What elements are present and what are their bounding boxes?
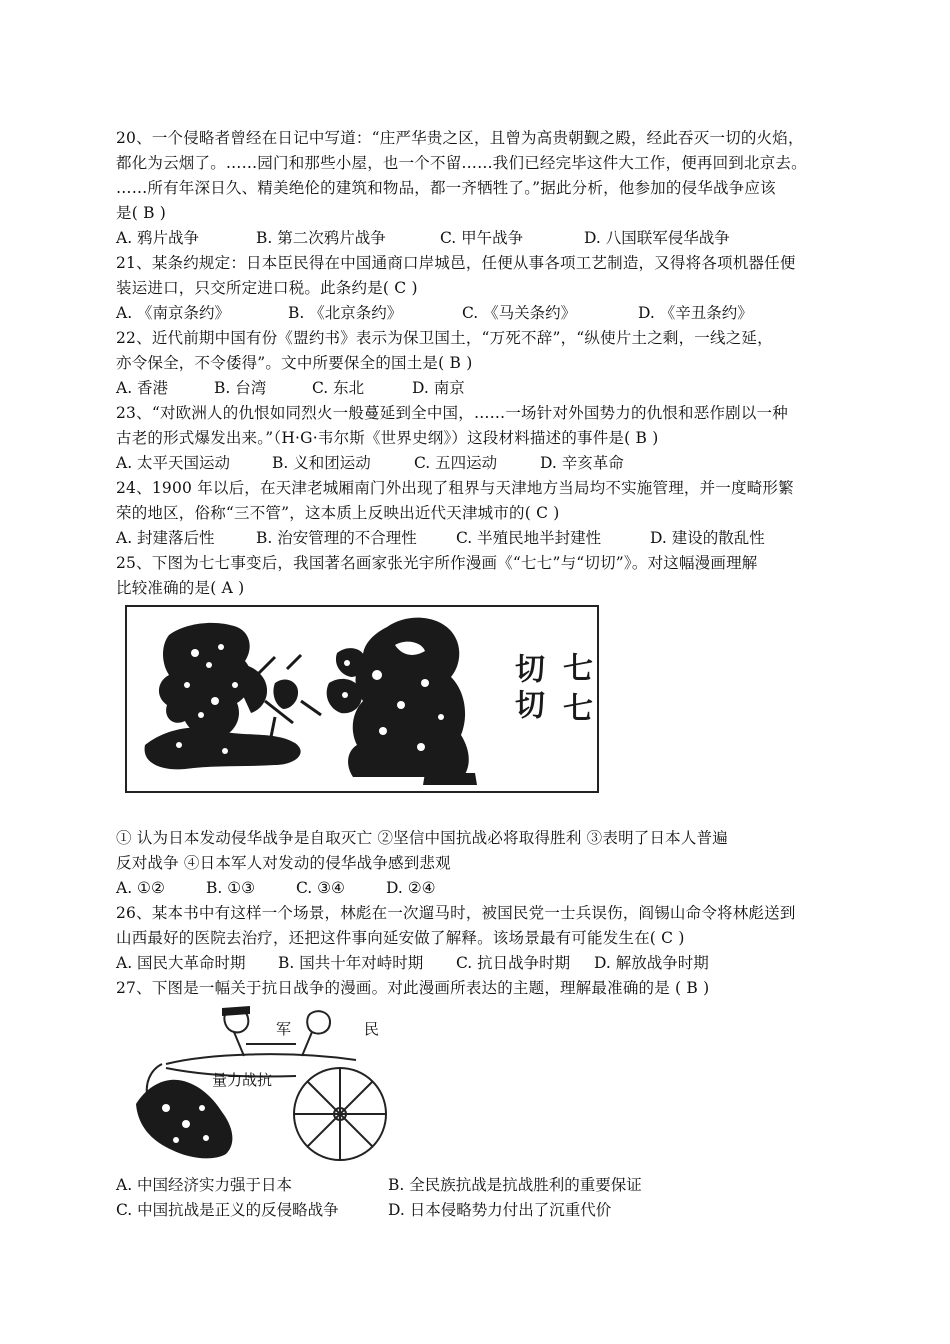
- q21-option-a: A. 《南京条约》: [116, 304, 231, 322]
- q21-line-1: 21、某条约规定：日本臣民得在中国通商口岸城邑，任便从事各项工艺制造，又得将各项机器任便: [116, 254, 796, 272]
- q24-option-d: D. 建设的散乱性: [650, 529, 765, 547]
- q25-options: [116, 878, 836, 898]
- q20-option-c: C. 甲午战争: [440, 229, 524, 247]
- cartoon-text-qieqie: 切切: [509, 653, 544, 725]
- cartoon-label-people: 民: [364, 1020, 380, 1038]
- q20-line-3: ……所有年深日久、精美绝伦的建筑和物品，都一齐牺牲了。”据此分析，他参加的侵华战争应该: [116, 179, 776, 197]
- q25-statement-2: 反对战争 ④日本军人对发动的侵华战争感到悲观: [116, 854, 451, 872]
- q26-option-c: C. 抗日战争时期: [456, 954, 571, 972]
- q22-option-b: B. 台湾: [214, 379, 267, 397]
- q21-option-c: C. 《马关条约》: [462, 304, 577, 322]
- q25-option-c: C. ③④: [296, 879, 345, 897]
- q20-option-a: A. 鸦片战争: [116, 229, 200, 247]
- q22-option-c: C. 东北: [312, 379, 365, 397]
- q20-line-4: 是( B ): [116, 204, 167, 222]
- q25-option-d: D. ②④: [386, 879, 436, 897]
- q26-option-b: B. 国共十年对峙时期: [278, 954, 424, 972]
- q23-option-c: C. 五四运动: [414, 454, 498, 472]
- q21-line-2: 装运进口，只交所定进口税。此条约是( C ): [116, 279, 418, 297]
- q25-statement-1: ① 认为日本发动侵华战争是自取灭亡 ②坚信中国抗战必将取得胜利 ③表明了日本人普遍: [116, 829, 728, 847]
- q23-option-b: B. 义和团运动: [272, 454, 371, 472]
- q23-line-2: 古老的形式爆发出来。”（H·G·韦尔斯《世界史纲》）这段材料描述的事件是( B ): [116, 429, 659, 447]
- q25-option-b: B. ①③: [206, 879, 256, 897]
- q23-options: [116, 453, 836, 473]
- q26-line-2: 山西最好的医院去治疗，还把这件事向延安做了解释。该场景最有可能发生在( C ): [116, 929, 685, 947]
- q23-option-a: A. 太平天国运动: [116, 454, 231, 472]
- q27-option-a: A. 中国经济实力强于日本: [116, 1176, 293, 1194]
- q26-options: [116, 953, 836, 973]
- q26-option-d: D. 解放战争时期: [594, 954, 709, 972]
- q23-line-1: 23、“对欧洲人的仇恨如同烈火一般蔓延到全中国，……一场针对外国势力的仇恨和恶作剧以一种: [116, 404, 788, 422]
- q23-option-d: D. 辛亥革命: [540, 454, 624, 472]
- q24-option-a: A. 封建落后性: [116, 529, 215, 547]
- q22-options: [116, 378, 836, 398]
- q22-line-2: 亦令保全，不令倭得”。文中所要保全的国土是( B ): [116, 354, 473, 372]
- q27-option-d: D. 日本侵略势力付出了沉重代价: [388, 1201, 612, 1219]
- q24-line-2: 荣的地区，俗称“三不管”，这本质上反映出近代天津城市的( C ): [116, 504, 560, 522]
- q24-option-c: C. 半殖民地半封建性: [456, 529, 602, 547]
- q26-line-1: 26、某本书中有这样一个场景，林彪在一次遛马时，被国民党一士兵误伤，阎锡山命令将林彪送到: [116, 904, 796, 922]
- q22-option-d: D. 南京: [412, 379, 465, 397]
- q24-line-1: 24、1900 年以后，在天津老城厢南门外出现了租界与天津地方当局均不实施管理，并一度畸形繁: [116, 479, 794, 497]
- q20-option-d: D. 八国联军侵华战争: [584, 229, 730, 247]
- q21-option-d: D. 《辛丑条约》: [638, 304, 753, 322]
- q25-line-2: 比较准确的是( A ): [116, 579, 245, 597]
- q27-options-row-1: [116, 1175, 836, 1195]
- cartoon-label-caption: 量力战抗: [212, 1071, 273, 1089]
- q20-option-b: B. 第二次鸦片战争: [256, 229, 386, 247]
- q20-line-2: 都化为云烟了。……园门和那些小屋，也一个不留……我们已经完毕这件大工作，便再回到北京去。: [116, 154, 807, 172]
- q21-option-b: B. 《北京条约》: [288, 304, 403, 322]
- q25-option-a: A. ①②: [116, 879, 165, 897]
- q27-options-row-2: [116, 1200, 836, 1220]
- q24-options: [116, 528, 836, 548]
- q27-line-1: 27、下图是一幅关于抗日战争的漫画。对此漫画所表达的主题，理解最准确的是 ( B ): [116, 979, 710, 997]
- q22-line-1: 22、近代前期中国有份《盟约书》表示为保卫国土，“万死不辞”，“纵使片土之剩，一线之延，: [116, 329, 773, 347]
- q27-option-c: C. 中国抗战是正义的反侵略战争: [116, 1201, 339, 1219]
- q20-options: [116, 228, 836, 248]
- q21-options: [116, 303, 836, 323]
- q26-option-a: A. 国民大革命时期: [116, 954, 246, 972]
- q27-option-b: B. 全民族抗战是抗战胜利的重要保证: [388, 1176, 642, 1194]
- q25-line-1: 25、下图为七七事变后，我国著名画家张光宇所作漫画《“七七”与“切切”》。对这幅漫画理解: [116, 554, 758, 572]
- cartoon-text-qiqi: 七七: [557, 652, 592, 732]
- q20-line-1: 20、一个侵略者曾经在日记中写道：“庄严华贵之区，且曾为高贵朝觐之殿，经此吞灭一切的火焰，: [116, 129, 804, 147]
- cartoon-label-army: 军: [276, 1020, 292, 1038]
- q22-option-a: A. 香港: [116, 379, 169, 397]
- q24-option-b: B. 治安管理的不合理性: [256, 529, 417, 547]
